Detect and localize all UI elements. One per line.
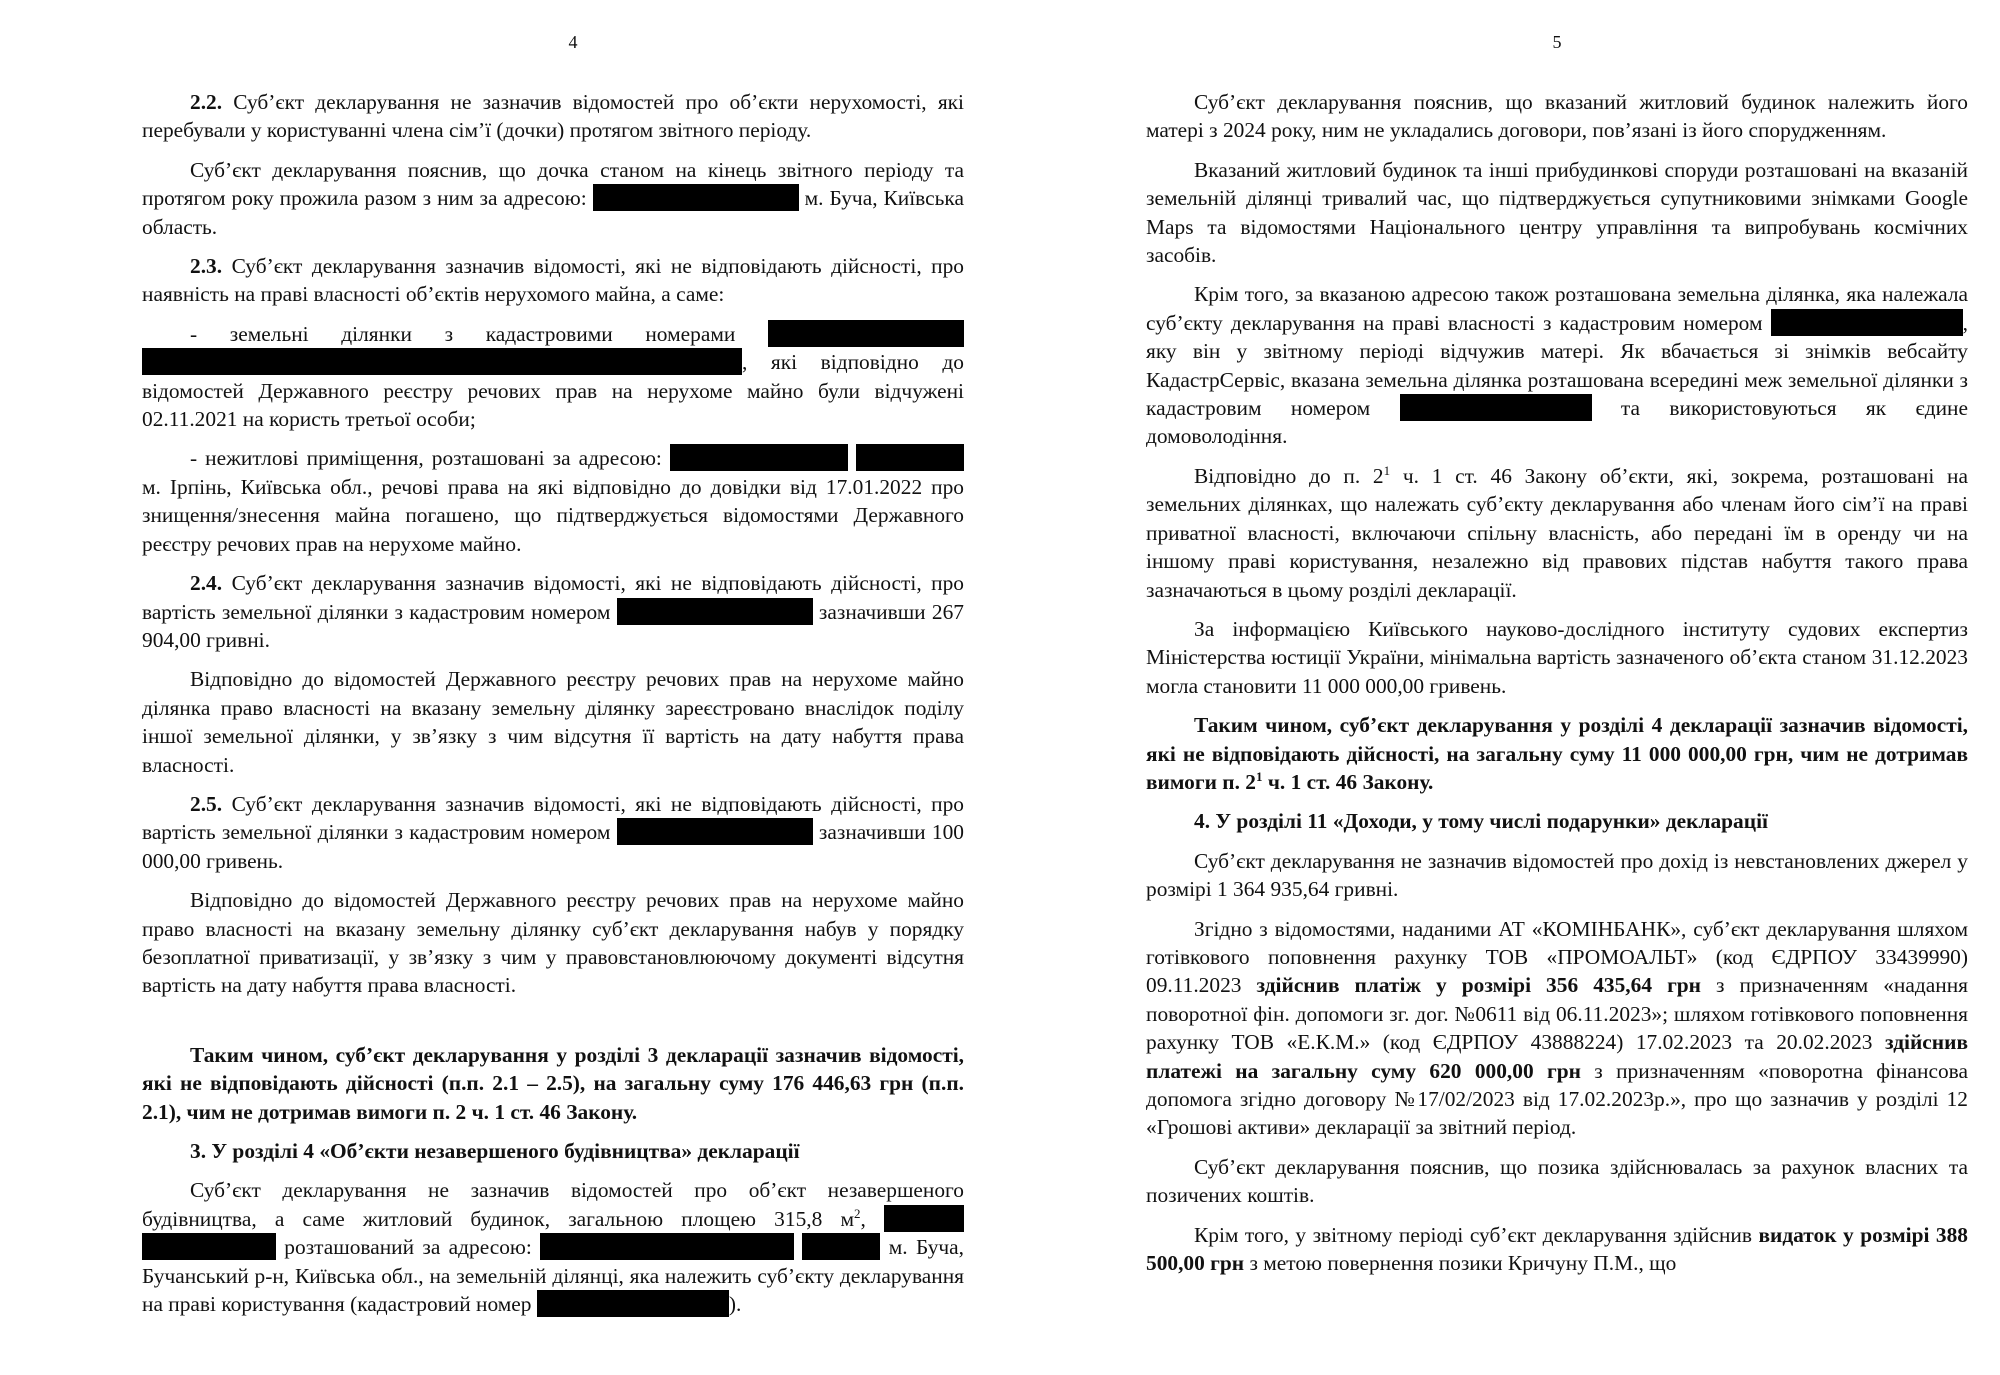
- redaction-block: [802, 1233, 880, 1260]
- paragraph-text: ч. 1 ст. 46 Закону об’єкти, які, зокрема, розташовані на земельних ділянках, що належать суб’єкту декларування або членам його сім’ї на праві приватної власності, включаючи спільну власність, або передані їм в оренду чи на іншому праві користування, незалежно від правових підстав набуття такого права зазначаються в цьому розділі декларації.: [1146, 463, 1968, 602]
- section-2-3-item-1: [142, 320, 964, 434]
- paragraph-text: , яку він у звітному періоді відчужив матері. Як вбачається зі знімків вебсайту КадастрСервіс, вказана земельна ділянка розташована всередині меж земельної ділянки з кадастровим номером: [1146, 310, 1968, 421]
- spacer: [142, 1011, 964, 1041]
- paragraph-text: зазначивши 267 904,00 гривні.: [142, 599, 964, 652]
- paragraph-text: з призначенням «надання поворотної фін. допомоги зг. дог. №0611 від 06.11.2023»; шляхом готівкового поповнення рахунку ТОВ «Е.К.М.» (код ЄДРПОУ 43888224) 17.02.2023 та 20.02.2023: [1146, 973, 1968, 1055]
- paragraph-text: м. Буча, Київська область.: [142, 186, 964, 239]
- paragraph-text: ).: [728, 1292, 742, 1317]
- section-2-4: [142, 569, 964, 654]
- paragraph-2: Вказаний житловий будинок та інші прибудинкові споруди розташовані на вказаній земельній ділянці тривалий час, що підтверджується супутниковими знімками Google Maps та відомостями Національного центру управління та випробувань космічних засобів.: [1146, 157, 1968, 268]
- superscript: 1: [1383, 462, 1391, 478]
- paragraph-text-bold: здійснив платежі на загальну суму 620 000,00 грн: [1146, 1030, 1968, 1083]
- heading-section-4: 4. У розділі 11 «Доходи, у тому числі подарунки» декларації: [1194, 809, 1768, 834]
- section-number: 2.3.: [190, 254, 223, 279]
- paragraph-text: Згідно з відомостями, наданими АТ «КОМІНБАНК», суб’єкт декларування шляхом готівкового поповнення рахунку ТОВ «ПРОМОАЛЬТ» (код ЄДРПОУ 33439990) 09.11.2023: [1146, 916, 1968, 998]
- section-number: 2.2.: [190, 90, 223, 114]
- section-2-3: [142, 252, 964, 309]
- paragraph-text: та використовуються як єдине домоволодіння.: [1146, 396, 1968, 449]
- paragraph-1: Суб’єкт декларування пояснив, що вказаний житловий будинок належить його матері з 2024 року, ним не укладались договори, пов’язані із його спорудженням.: [1146, 90, 1968, 143]
- superscript: 2: [853, 1205, 861, 1221]
- redaction-block: [593, 184, 799, 211]
- paragraph-text: Суб’єкт декларування зазначив відомості, які не відповідають дійсності, про вартість земельної ділянки з кадастровим номером: [142, 571, 964, 624]
- paragraph-text: Крім того, у звітному періоді суб’єкт декларування здійснив: [1194, 1222, 1759, 1247]
- redaction-block: [768, 320, 964, 347]
- paragraph-text: м. Буча, Бучанський р-н, Київська обл., на земельній ділянці, яка належить суб’єкту декларування на праві користування (кадастровий номер: [142, 1235, 965, 1317]
- paragraph-text: м. Ірпінь, Київська обл., речові права на які відповідно до довідки від 17.01.2022 про знищення/знесення майна погашено, що підтверджується відомостями Державного реєстру речових прав на нерухоме майно.: [142, 474, 964, 556]
- paragraph-9: [1146, 1221, 1968, 1278]
- section-number: 2.5.: [190, 791, 223, 816]
- paragraph-text: Суб’єкт декларування не зазначив відомостей про об’єкт незавершеного будівництва, а саме житловий будинок, загальною площею 315,8 м: [142, 1178, 964, 1231]
- paragraph-text: Суб’єкт декларування не зазначив відомостей про об’єкти нерухомості, які перебували у користуванні члена сім’ї (дочки) протягом звітного періоду.: [142, 90, 964, 143]
- paragraph-8: Суб’єкт декларування пояснив, що позика здійснювалась за рахунок власних та позичених коштів.: [1146, 1154, 1968, 1208]
- page-number: 4: [568, 32, 578, 52]
- conclusion-section-4: [1146, 711, 1968, 796]
- paragraph-text: Суб’єкт декларування зазначив відомості, які не відповідають дійсності, про наявність на праві власності об’єктів нерухомого майна, а саме:: [142, 254, 964, 307]
- paragraph-text-bold: видаток у розмірі 388 500,00 грн: [1146, 1222, 1968, 1276]
- redaction-block: [856, 444, 964, 471]
- redaction-block: [142, 1233, 276, 1260]
- paragraph-text: Відповідно до п. 2: [1194, 463, 1384, 488]
- paragraph-text: Суб’єкт декларування зазначив відомості, які не відповідають дійсності, про вартість земельної ділянки з кадастровим номером: [142, 791, 964, 845]
- redaction-block: [1400, 394, 1592, 421]
- section-2-2-explanation: [142, 156, 964, 241]
- section-2-2: [142, 88, 964, 145]
- paragraph-text: Суб’єкт декларування пояснив, що дочка станом на кінець звітного періоду та протягом року прожила разом з ним за адресою:: [142, 157, 964, 211]
- paragraph-text: з призначенням «поворотна фінансова допомога згідно договору №17/02/2023 від 17.02.2023р.», про що зазначив у розділі 12 «Грошові активи» декларації за звітний період.: [1146, 1058, 1968, 1140]
- redaction-block: [617, 598, 813, 625]
- paragraph-text: Крім того, за вказаною адресою також розташована земельна ділянка, яка належала суб’єкту декларування на праві власності з кадастровим номером: [1146, 282, 1968, 335]
- redaction-block: [537, 1290, 729, 1317]
- section-2-3-item-2: [142, 444, 964, 558]
- paragraph-3: [1146, 280, 1968, 450]
- paragraph-6: Суб’єкт декларування не зазначив відомостей про дохід із невстановлених джерел у розмірі 1 364 935,64 гривні.: [1146, 848, 1968, 902]
- paragraph-text: - земельні ділянки з кадастровими номерами: [190, 321, 736, 346]
- page-left: [142, 0, 964, 1375]
- conclusion-section-3: Таким чином, суб’єкт декларування у розділі 3 декларації зазначив відомості, які не відповідають дійсності (п.п. 2.1 – 2.5), на загальну суму 176 446,63 грн (п.п. 2.1), чим не дотримав вимоги п. 2 ч. 1 ст. 46 Закону.: [142, 1042, 964, 1124]
- redaction-block: [540, 1233, 794, 1260]
- section-2-4-explanation: Відповідно до відомостей Державного реєстру речових прав на нерухоме майно ділянка право власності на вказану земельну ділянку зареєстровано внаслідок поділу іншої земельної ділянки, у зв’язку з чим відсутня її вартість на дату набуття права власності.: [142, 667, 964, 777]
- paragraph-text: Таким чином, суб’єкт декларування у розділі 4 декларації зазначив відомості, які не відповідають дійсності, на загальну суму 11 000 000,00 грн, чим не дотримав вимоги п. 2: [1146, 713, 1968, 794]
- page-right: [1146, 0, 1968, 1375]
- paragraph-text: з метою повернення позики Кричуну П.М., що: [1244, 1251, 1677, 1276]
- redaction-block: [142, 348, 742, 375]
- paragraph-4: [1146, 462, 1968, 604]
- superscript: 1: [1255, 768, 1263, 784]
- redaction-block: [884, 1205, 964, 1232]
- paragraph-text: ,: [860, 1206, 866, 1231]
- paragraph-text: , які відповідно до відомостей Державного реєстру речових прав на нерухоме майно були відчужені 02.11.2021 на користь третьої особи;: [142, 350, 964, 432]
- section-2-5-explanation: Відповідно до відомостей Державного реєстру речових прав на нерухоме майно право власності на вказану земельну ділянку суб’єкт декларування набув у порядку безоплатної приватизації, у зв’язку з чим у правовстановлюючому документі відсутня вартість на дату набуття права власності.: [142, 888, 964, 998]
- section-2-5: [142, 790, 964, 875]
- heading-section-3: 3. У розділі 4 «Об’єкти незавершеного будівництва» декларації: [190, 1139, 800, 1163]
- page-body: [142, 88, 964, 1329]
- paragraph-text: розташований за адресою:: [276, 1235, 532, 1260]
- redaction-block: [1771, 309, 1963, 336]
- page-number: 5: [1552, 32, 1562, 52]
- section-number: 2.4.: [190, 571, 223, 596]
- paragraph-text: - нежитлові приміщення, розташовані за адресою:: [190, 446, 662, 471]
- paragraph-text: ч. 1 ст. 46 Закону.: [1262, 769, 1434, 794]
- paragraph-5: За інформацією Київського науково-дослідного інституту судових експертиз Міністерства юстиції України, мінімальна вартість зазначеного об’єкта станом 31.12.2023 могла становити 11 000 000,00 гривень.: [1146, 616, 1968, 698]
- paragraph-7: [1146, 915, 1968, 1142]
- paragraph-text: зазначивши 100 000,00 гривень.: [142, 820, 964, 873]
- redaction-block: [617, 818, 813, 845]
- page-body: [1146, 88, 1968, 1288]
- redaction-block: [670, 444, 848, 471]
- section-3-text: [142, 1176, 964, 1318]
- paragraph-text-bold: здійснив платіж у розмірі 356 435,64 грн: [1256, 973, 1701, 998]
